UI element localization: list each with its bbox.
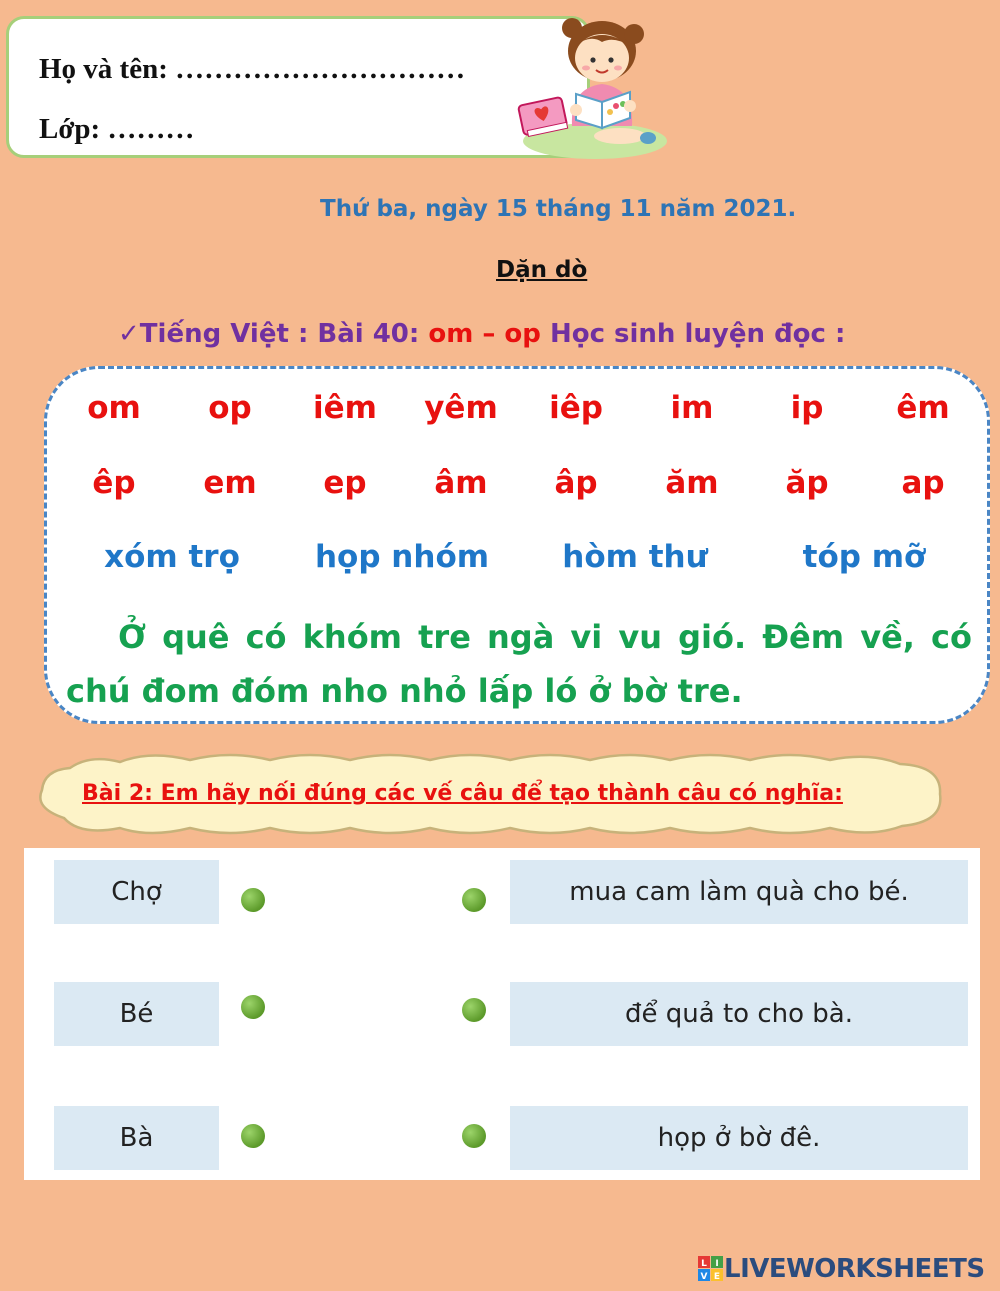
svg-text:I: I [715, 1259, 719, 1269]
word-item: tóp mỡ [802, 539, 926, 575]
left-connector-dot[interactable] [241, 888, 265, 912]
checkmark-icon: ✓ [118, 319, 140, 349]
vowel-item: êm [896, 390, 950, 426]
vowel-item: ăm [665, 465, 719, 501]
vowel-item: ep [323, 465, 367, 501]
vowel-item: âm [434, 465, 488, 501]
svg-text:L: L [701, 1259, 707, 1269]
lesson-prefix: Tiếng Việt : Bài 40: [139, 319, 420, 349]
svg-text:V: V [700, 1272, 708, 1282]
left-connector-dot[interactable] [241, 995, 265, 1019]
vowel-item: yêm [424, 390, 498, 426]
left-item-box: Bé [54, 982, 219, 1046]
liveworksheets-logo[interactable] [698, 1254, 985, 1284]
right-connector-dot[interactable] [462, 1124, 486, 1148]
lesson-heading [118, 319, 845, 349]
vowel-item: ap [901, 465, 945, 501]
vowel-item: op [208, 390, 252, 426]
lesson-sounds: om – op [428, 319, 541, 349]
vowel-item: iêm [313, 390, 377, 426]
student-info-box [6, 16, 590, 158]
word-item: xóm trọ [104, 539, 240, 575]
matching-exercise [24, 848, 980, 1180]
vowel-item: im [670, 390, 714, 426]
vowel-item: ăp [785, 465, 829, 501]
exercise-title: Bài 2: Em hãy nối đúng các vế câu để tạo thành câu có nghĩa: [82, 781, 843, 806]
word-item: họp nhóm [314, 539, 490, 575]
word-item: hòm thư [562, 539, 708, 575]
reminder-title: Dặn dò [496, 257, 588, 283]
left-connector-dot[interactable] [241, 1124, 265, 1148]
lesson-instruction: Học sinh luyện đọc : [549, 319, 846, 349]
reading-passage: Ở quê có khóm tre ngà vi vu gió. Đêm về, có chú đom đóm nho nhỏ lấp ló ở bờ tre. [66, 618, 972, 710]
girl-reading-illustration [510, 6, 670, 161]
date-line: Thứ ba, ngày 15 tháng 11 năm 2021. [320, 196, 797, 222]
vowel-item: iêp [549, 390, 603, 426]
right-connector-dot[interactable] [462, 888, 486, 912]
left-item-box: Chợ [54, 860, 219, 924]
svg-text:E: E [713, 1272, 721, 1282]
left-item-box: Bà [54, 1106, 219, 1170]
vowel-item: êp [92, 465, 136, 501]
student-name-field[interactable]: Họ và tên: ………………………… [39, 53, 466, 85]
right-item-box: để quả to cho bà. [510, 982, 968, 1046]
liveworksheets-logo-icon [698, 1256, 724, 1282]
vowel-item: ip [790, 390, 824, 426]
right-item-box: mua cam làm quà cho bé. [510, 860, 968, 924]
vowel-item: âp [554, 465, 598, 501]
logo-text: LIVEWORKSHEETS [724, 1254, 985, 1284]
right-connector-dot[interactable] [462, 998, 486, 1022]
vowel-item: em [203, 465, 257, 501]
right-item-box: họp ở bờ đê. [510, 1106, 968, 1170]
vowel-item: om [87, 390, 141, 426]
student-class-field[interactable]: Lớp: ……… [39, 113, 195, 145]
